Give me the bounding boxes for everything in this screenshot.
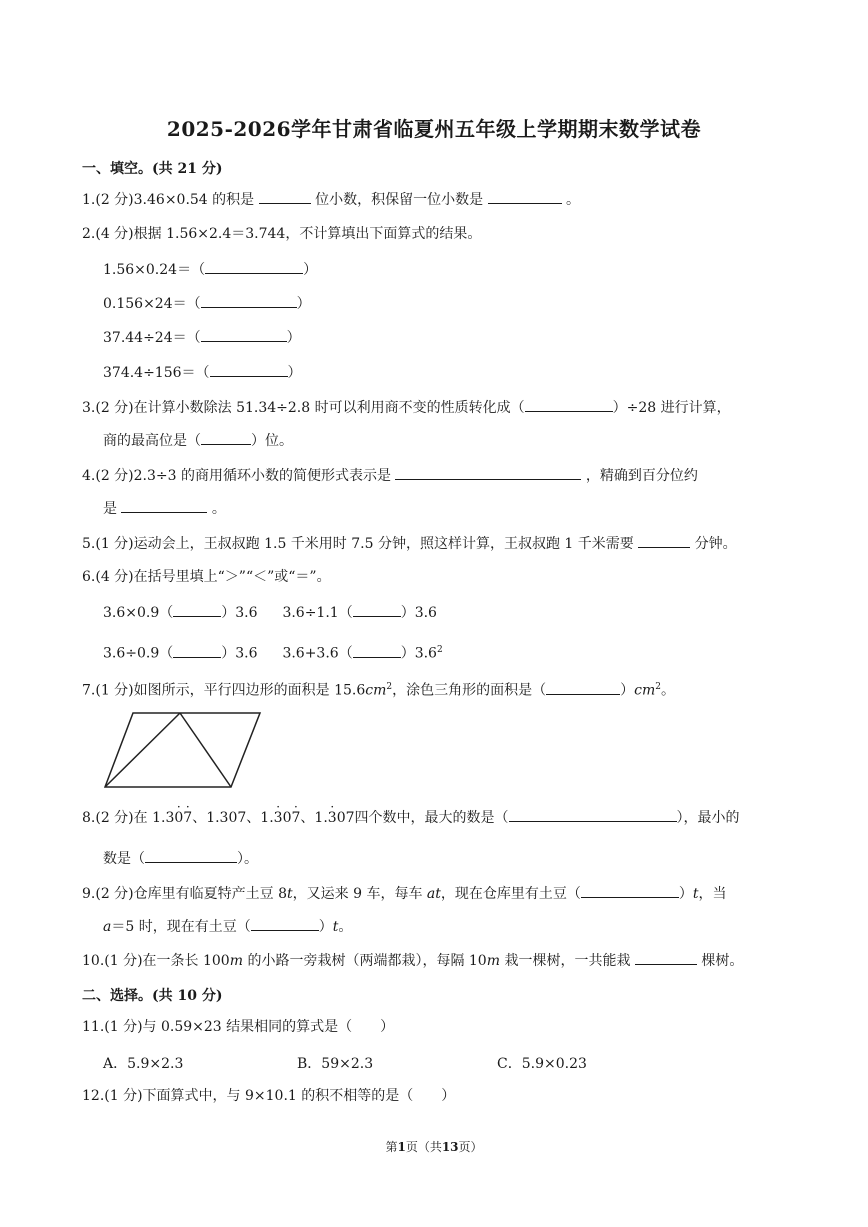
answer-blank[interactable]	[581, 883, 679, 898]
answer-blank[interactable]	[173, 643, 221, 658]
question-8: 8.(2 分)在 1.30 ·7 ·、1.307、1.3 ·07 ·、1.3 ·07四个数中，最大的数是（ ），最小的	[82, 807, 740, 828]
option-b[interactable]: B．59×2.3	[297, 1056, 374, 1072]
question-2-item: 37.44÷24＝（ ）	[103, 327, 301, 348]
question-9: 9.(2 分)仓库里有临夏特产土豆 8t，又运来 9 车，每车 at，现在仓库里有土豆（ ）t，当	[82, 883, 727, 904]
page-footer: 第1页（共13页）	[385, 1140, 483, 1154]
question-3-line2: 商的最高位是（ ）位。	[103, 430, 293, 451]
question-5: 5.(1 分)运动会上，王叔叔跑 1.5 千米用时 7.5 分钟，照这样计算，王叔叔跑 1 千米需要 分钟。	[82, 533, 737, 554]
question-8-line2: 数是（ ）。	[103, 848, 258, 869]
option-c[interactable]: C．5.9×0.23	[497, 1056, 587, 1072]
answer-blank[interactable]	[201, 327, 287, 342]
question-10: 10.(1 分)在一条长 100m 的小路一旁栽树（两端都栽），每隔 10m 栽一棵树，一共能栽 棵树。	[82, 950, 743, 971]
answer-blank[interactable]	[173, 602, 221, 617]
question-11: 11.(1 分)与 0.59×23 结果相同的算式是（ ）	[82, 1019, 395, 1035]
answer-blank[interactable]	[353, 643, 401, 658]
question-3: 3.(2 分)在计算小数除法 51.34÷2.8 时可以利用商不变的性质转化成（ ）÷28 进行计算，	[82, 397, 731, 418]
triangle-side-left	[105, 713, 180, 787]
answer-blank[interactable]	[353, 602, 401, 617]
answer-blank[interactable]	[635, 950, 697, 965]
question-6-row1: 3.6×0.9（ ）3.6 3.6÷1.1（ ）3.6	[103, 602, 437, 623]
question-4-line2: 是 。	[103, 498, 226, 519]
answer-blank[interactable]	[546, 680, 620, 695]
page-title: 2025-2026学年甘肃省临夏州五年级上学期期末数学试卷	[166, 117, 702, 141]
question-6: 6.(4 分)在括号里填上“＞”“＜”或“＝”。	[82, 569, 331, 585]
answer-blank[interactable]	[251, 916, 319, 931]
answer-blank[interactable]	[201, 430, 251, 445]
parallelogram-outline	[105, 713, 260, 787]
question-2-item: 1.56×0.24＝（ ）	[103, 259, 317, 280]
answer-blank[interactable]	[525, 397, 613, 412]
question-2-item: 0.156×24＝（ ）	[103, 293, 311, 314]
question-2-item: 374.4÷156＝（ ）	[103, 362, 302, 383]
question-6-row2: 3.6÷0.9（ ）3.6 3.6+3.6（ ）$3.6^2$	[103, 640, 443, 664]
triangle-side-right	[180, 713, 231, 787]
answer-blank[interactable]	[259, 189, 311, 204]
answer-blank[interactable]	[205, 259, 303, 274]
answer-blank[interactable]	[395, 465, 581, 480]
answer-blank[interactable]	[638, 533, 690, 548]
section-heading-fill: 一、填空。(共 21 分)	[82, 161, 223, 177]
question-7: 7.(1 分)如图所示，平行四边形的面积是 $15.6cm^2$，涂色三角形的面积是（ ）$cm^2$。	[82, 677, 675, 701]
option-a[interactable]: A．5.9×2.3	[103, 1056, 184, 1072]
answer-blank[interactable]	[210, 362, 288, 377]
question-12: 12.(1 分)下面算式中，与 9×10.1 的积不相等的是（ ）	[82, 1088, 456, 1104]
parallelogram-figure	[100, 705, 270, 795]
answer-blank[interactable]	[121, 498, 207, 513]
question-2: 2.(4 分)根据 1.56×2.4＝3.744，不计算填出下面算式的结果。	[82, 226, 482, 242]
question-9-line2: a＝5 时，现在有土豆（ ）t。	[103, 916, 352, 937]
answer-blank[interactable]	[488, 189, 562, 204]
answer-blank[interactable]	[509, 807, 677, 822]
section-heading-choice: 二、选择。(共 10 分)	[82, 988, 223, 1004]
answer-blank[interactable]	[145, 848, 237, 863]
question-1: 1.(2 分)3.46×0.54 的积是 位小数，积保留一位小数是 。	[82, 189, 580, 210]
question-4: 4.(2 分)2.3÷3 的商用循环小数的简便形式表示是 ，精确到百分位约	[82, 465, 698, 486]
answer-blank[interactable]	[201, 293, 297, 308]
